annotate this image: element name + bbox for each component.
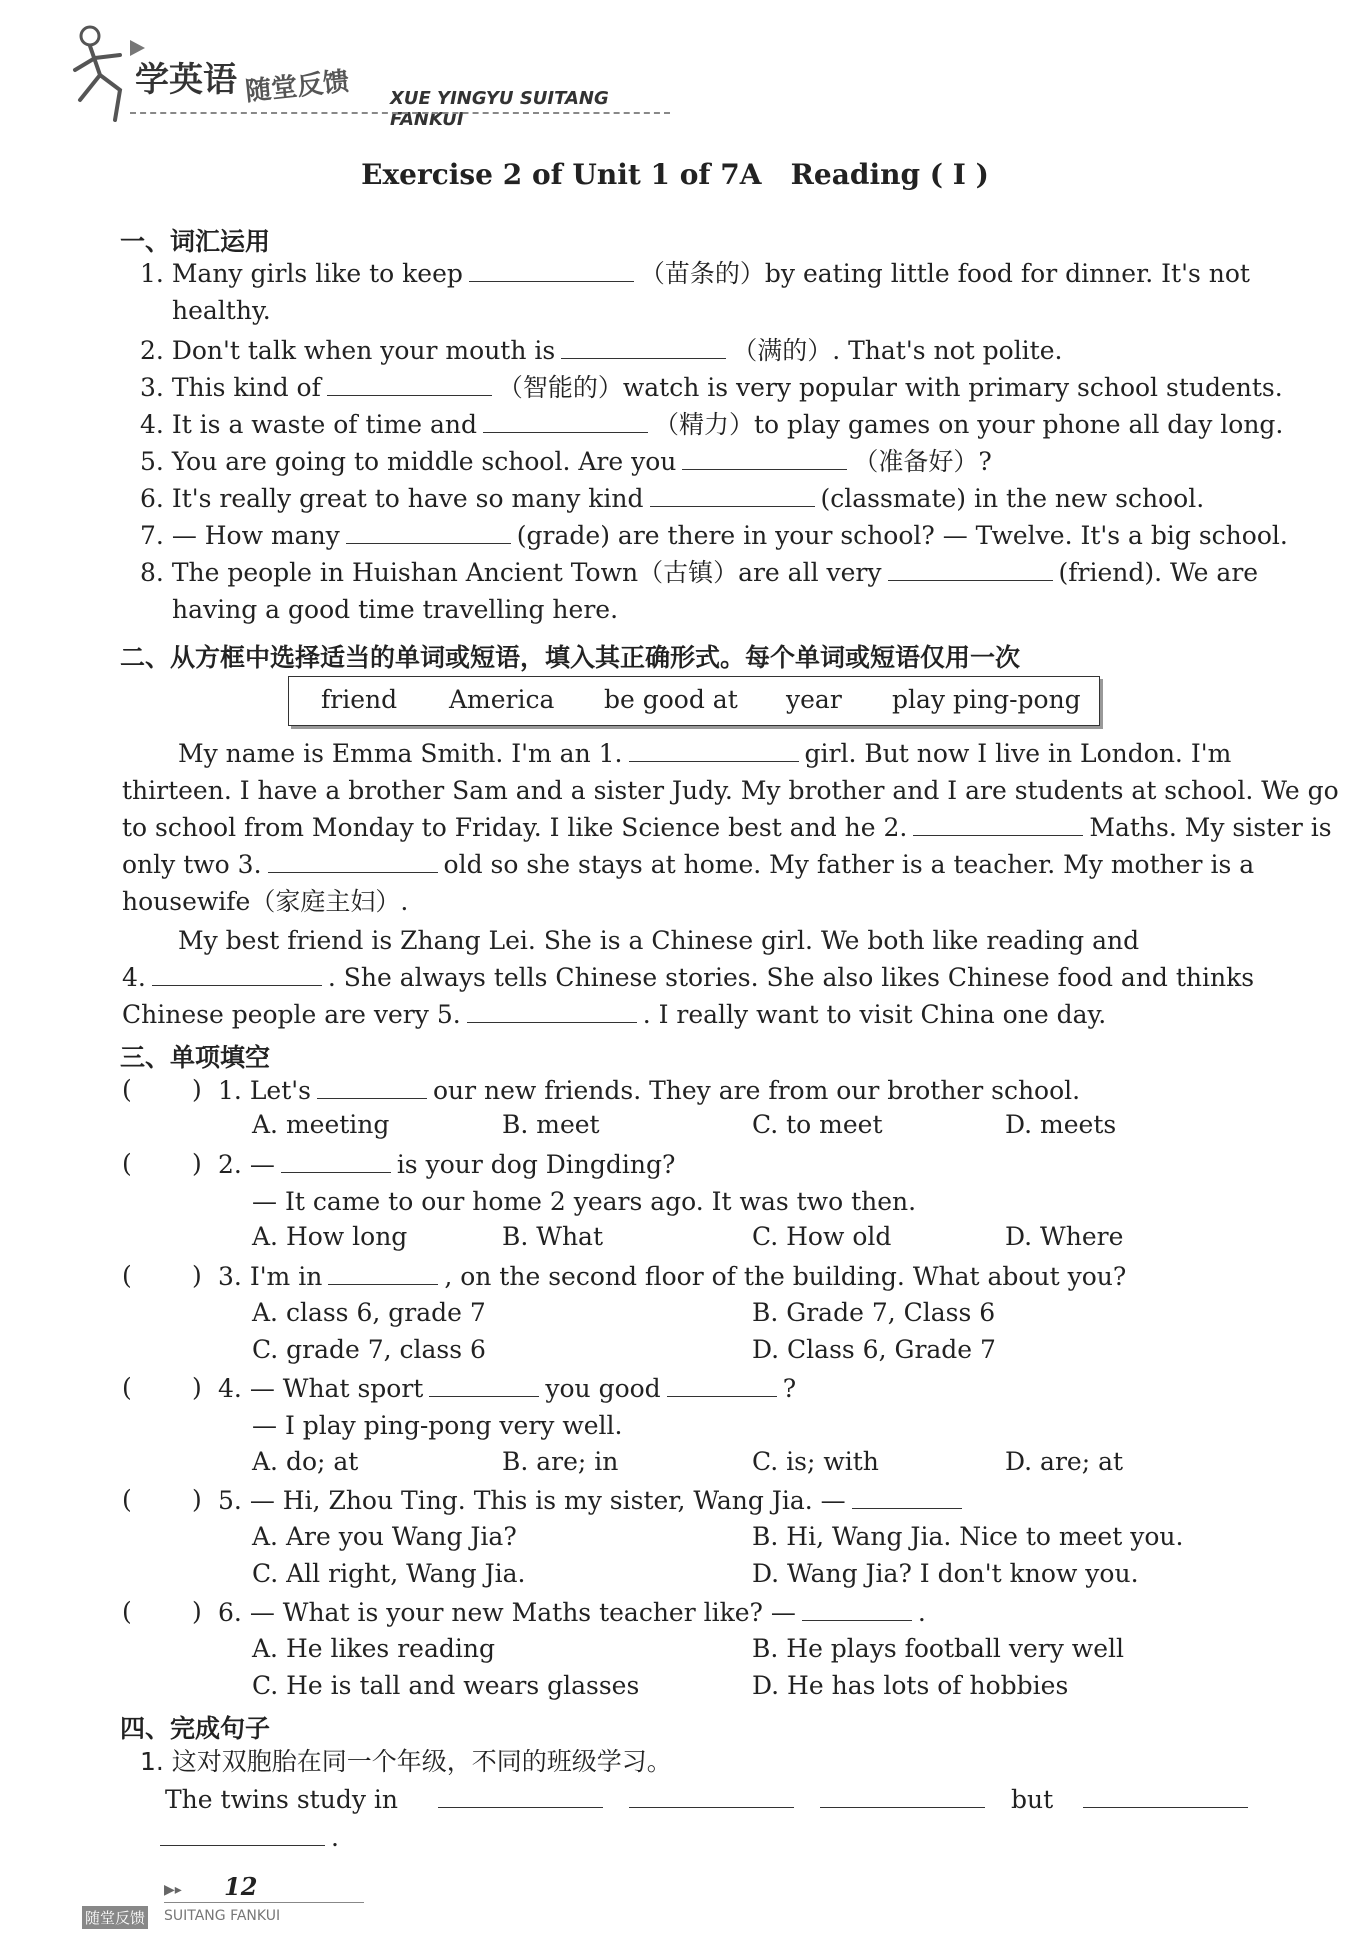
blank[interactable] xyxy=(561,336,726,359)
q4-option-b[interactable]: B. are; in xyxy=(502,1447,619,1476)
p1-line3: to school from Monday to Friday. I like Science best and he 2. Maths. My sister is xyxy=(122,813,1332,842)
s1-item-1: 1. Many girls like to keep （苗条的）by eating little food for dinner. It's not xyxy=(140,259,1250,288)
p2-line3: Chinese people are very 5. . I really want to visit China one day. xyxy=(122,1000,1107,1029)
blank[interactable] xyxy=(629,1785,794,1808)
q5-option-b[interactable]: B. Hi, Wang Jia. Nice to meet you. xyxy=(752,1522,1184,1551)
q2-option-c[interactable]: C. How old xyxy=(752,1222,892,1251)
s4-q1-cont: . xyxy=(160,1822,339,1854)
answer-paren-left: ( xyxy=(122,1149,132,1178)
q2-line2: — It came to our home 2 years ago. It was two then. xyxy=(252,1187,917,1216)
q5-option-d[interactable]: D. Wang Jia? I don't know you. xyxy=(752,1559,1139,1588)
q1-option-b[interactable]: B. meet xyxy=(502,1110,600,1139)
s1-item-1-cont: healthy. xyxy=(172,296,271,325)
blank[interactable] xyxy=(852,1486,962,1509)
q1-option-c[interactable]: C. to meet xyxy=(752,1110,883,1139)
q3-option-a[interactable]: A. class 6, grade 7 xyxy=(252,1298,486,1327)
section2-heading: 二、从方框中选择适当的单词或短语，填入其正确形式。每个单词或短语仅用一次 xyxy=(120,643,1021,672)
q2-stem: 2. — is your dog Dingding? xyxy=(218,1150,676,1179)
section1-heading: 一、词汇运用 xyxy=(120,227,271,256)
q6-option-a[interactable]: A. He likes reading xyxy=(252,1634,495,1663)
answer-paren-right: ) xyxy=(192,1261,202,1290)
s1-item-4: 4. It is a waste of time and （精力）to play games on your phone all day long. xyxy=(140,410,1284,439)
footer-rule xyxy=(164,1902,364,1903)
answer-paren-left: ( xyxy=(122,1261,132,1290)
blank[interactable] xyxy=(888,558,1053,581)
s4-q1-en: The twins study in but xyxy=(165,1784,1254,1816)
s1-item-7: 7. — How many (grade) are there in your school? — Twelve. It's a big school. xyxy=(140,521,1288,550)
header-pinyin: XUE YINGYU SUITANG FANKUI xyxy=(390,88,609,130)
q5-stem: 5. — Hi, Zhou Ting. This is my sister, Wang Jia. — xyxy=(218,1485,968,1517)
word-box xyxy=(288,676,1100,726)
answer-paren-right: ) xyxy=(192,1149,202,1178)
s1-item-8: 8. The people in Huishan Ancient Town（古镇）are all very (friend). We are xyxy=(140,558,1259,587)
blank[interactable] xyxy=(802,1598,912,1621)
q1-stem: 1. Let's our new friends. They are from our brother school. xyxy=(218,1076,1081,1105)
blank[interactable] xyxy=(820,1785,985,1808)
blank[interactable] xyxy=(469,259,634,282)
p2-line1: My best friend is Zhang Lei. She is a Chinese girl. We both like reading and xyxy=(178,926,1140,955)
s1-item-6: 6. It's really great to have so many kind (classmate) in the new school. xyxy=(140,484,1205,513)
word-item: play ping-pong xyxy=(892,685,1081,714)
q3-option-b[interactable]: B. Grade 7, Class 6 xyxy=(752,1298,996,1327)
word-item: friend xyxy=(321,685,398,714)
footer xyxy=(82,1868,382,1928)
answer-paren-right: ) xyxy=(192,1597,202,1626)
blank[interactable] xyxy=(629,739,799,762)
header-cn-sub: 随堂反馈 xyxy=(243,66,351,108)
blank[interactable] xyxy=(327,373,492,396)
q4-option-d[interactable]: D. are; at xyxy=(1005,1447,1124,1476)
q2-option-d[interactable]: D. Where xyxy=(1005,1222,1124,1251)
blank[interactable] xyxy=(152,963,322,986)
s1-item-2: 2. Don't talk when your mouth is （满的）. That's not polite. xyxy=(140,336,1063,365)
q2-option-b[interactable]: B. What xyxy=(502,1222,604,1251)
answer-paren-left: ( xyxy=(122,1075,132,1104)
q4-option-c[interactable]: C. is; with xyxy=(752,1447,879,1476)
blank[interactable] xyxy=(281,1150,391,1173)
s1-item-5: 5. You are going to middle school. Are you （准备好）? xyxy=(140,447,992,476)
answer-paren-left: ( xyxy=(122,1485,132,1514)
blank[interactable] xyxy=(346,521,511,544)
word-item: year xyxy=(786,685,842,714)
answer-paren-left: ( xyxy=(122,1597,132,1626)
q5-option-a[interactable]: A. Are you Wang Jia? xyxy=(252,1522,517,1551)
blank[interactable] xyxy=(328,1262,438,1285)
q4-option-a[interactable]: A. do; at xyxy=(252,1447,359,1476)
blank[interactable] xyxy=(1083,1785,1248,1808)
s1-item-8-cont: having a good time travelling here. xyxy=(172,595,619,624)
blank[interactable] xyxy=(667,1374,777,1397)
section4-heading: 四、完成句子 xyxy=(120,1714,271,1743)
blank[interactable] xyxy=(160,1823,325,1846)
blank[interactable] xyxy=(483,410,648,433)
answer-paren-right: ) xyxy=(192,1485,202,1514)
page-number: 12 xyxy=(224,1872,258,1901)
q6-option-d[interactable]: D. He has lots of hobbies xyxy=(752,1671,1069,1700)
section3-heading: 三、单项填空 xyxy=(120,1043,271,1072)
answer-paren-right: ) xyxy=(192,1373,202,1402)
p1-line5: housewife（家庭主妇）. xyxy=(122,887,409,916)
header-logo xyxy=(60,20,680,130)
blank[interactable] xyxy=(438,1785,603,1808)
q6-option-c[interactable]: C. He is tall and wears glasses xyxy=(252,1671,640,1700)
footer-brand-cn: 随堂反馈 xyxy=(82,1906,148,1929)
blank[interactable] xyxy=(682,447,847,470)
p1-line1: My name is Emma Smith. I'm an 1. girl. But now I live in London. I'm xyxy=(178,739,1232,768)
s1-item-3: 3. This kind of （智能的）watch is very popular with primary school students. xyxy=(140,373,1283,402)
answer-paren-left: ( xyxy=(122,1373,132,1402)
page-title: Exercise 2 of Unit 1 of 7A Reading ( Ⅰ ) xyxy=(361,158,989,191)
blank[interactable] xyxy=(429,1374,539,1397)
q1-option-a[interactable]: A. meeting xyxy=(252,1110,390,1139)
q1-option-d[interactable]: D. meets xyxy=(1005,1110,1117,1139)
word-item: America xyxy=(449,685,555,714)
header-underline xyxy=(130,112,670,114)
answer-paren-right: ) xyxy=(192,1075,202,1104)
q3-option-c[interactable]: C. grade 7, class 6 xyxy=(252,1335,486,1364)
p2-line2: 4. . She always tells Chinese stories. She also likes Chinese food and thinks xyxy=(122,963,1255,992)
s4-q1-cn: 1. 这对双胞胎在同一个年级，不同的班级学习。 xyxy=(140,1747,672,1776)
q3-stem: 3. I'm in , on the second floor of the building. What about you? xyxy=(218,1262,1127,1291)
blank[interactable] xyxy=(913,813,1083,836)
blank[interactable] xyxy=(317,1076,427,1099)
word-item: be good at xyxy=(604,685,738,714)
q6-option-b[interactable]: B. He plays football very well xyxy=(752,1634,1124,1663)
q6-stem: 6. — What is your new Maths teacher like? — . xyxy=(218,1598,926,1627)
blank[interactable] xyxy=(467,1000,637,1023)
blank[interactable] xyxy=(650,484,815,507)
p1-line2: thirteen. I have a brother Sam and a sister Judy. My brother and I are students at school. We go xyxy=(122,776,1339,805)
q2-option-a[interactable]: A. How long xyxy=(252,1222,408,1251)
q4-line2: — I play ping-pong very well. xyxy=(252,1411,623,1440)
q3-option-d[interactable]: D. Class 6, Grade 7 xyxy=(752,1335,996,1364)
q4-stem: 4. — What sport you good ? xyxy=(218,1374,797,1403)
p1-line4: only two 3. old so she stays at home. My father is a teacher. My mother is a xyxy=(122,850,1255,879)
blank[interactable] xyxy=(268,850,438,873)
q5-option-c[interactable]: C. All right, Wang Jia. xyxy=(252,1559,526,1588)
arrow-icon: ▶▸ xyxy=(164,1882,182,1898)
header-cn-title: 学英语 xyxy=(135,60,237,100)
footer-brand-en: SUITANG FANKUI xyxy=(164,1908,281,1924)
